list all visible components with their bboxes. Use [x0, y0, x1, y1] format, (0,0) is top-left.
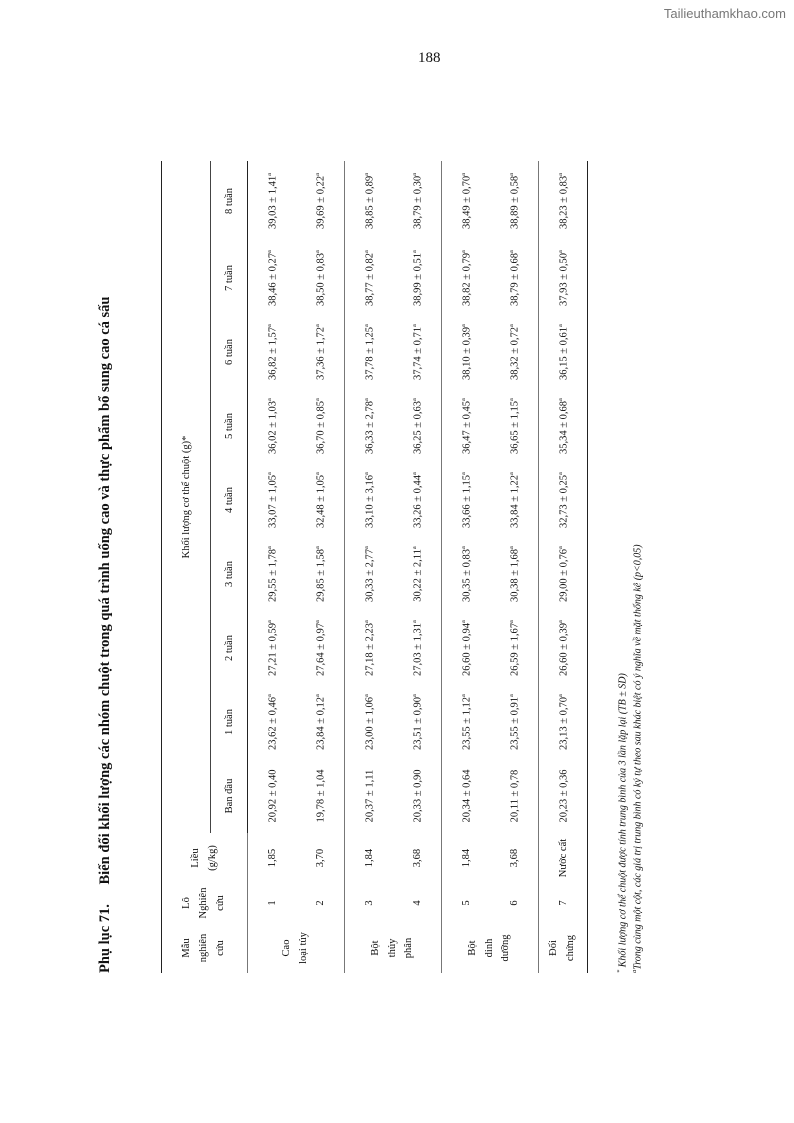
- weight-value-cell: 29,00 ± 0,76$^a$: [539, 537, 588, 611]
- weight-value-cell: 38,79 ± 0,68$^a$: [507, 250, 521, 306]
- body-weight-table: [161, 161, 588, 973]
- weight-value-cell: 20,37 ± 1,11: [345, 759, 394, 833]
- group-number-cell: 5: [442, 883, 491, 923]
- group-number-cell: 4: [411, 900, 423, 906]
- weight-value-cell: 33,26 ± 0,44$^a$: [410, 472, 424, 528]
- weight-value-cell: 37,36 ± 1,72$^a$: [313, 324, 327, 380]
- weight-value-cell: 30,38 ± 1,68$^a$: [507, 546, 521, 602]
- weight-value-cell: 23,84 ± 0,12$^a$: [313, 694, 327, 750]
- weight-value-cell: 23,13 ± 0,70$^a$: [539, 685, 588, 759]
- weight-value-cell: 35,34 ± 0,68$^a$: [539, 389, 588, 463]
- weight-value-cell: 32,73 ± 0,25$^a$: [539, 463, 588, 537]
- weight-value-cell: 20,33 ± 0,90: [412, 769, 424, 823]
- table-row: [345, 161, 394, 973]
- weight-value-cell: 38,85 ± 0,89$^a$: [345, 161, 394, 241]
- weight-value-cell: 29,55 ± 1,78$^a$: [248, 537, 297, 611]
- weight-value-cell: 27,18 ± 2,23$^a$: [345, 611, 394, 685]
- header-week: 6 tuần: [211, 315, 248, 389]
- weight-value-cell: 33,84 ± 1,22$^a$: [507, 472, 521, 528]
- caption-title: Biến đổi khối lượng các nhóm chuột trong quá trình uống cao và thực phẩm bổ sung cao cá sấu: [97, 296, 113, 885]
- weight-value-cell: 38,46 ± 0,27$^a$: [248, 241, 297, 315]
- table-row: [442, 161, 491, 973]
- group-number-cell: 7: [539, 883, 588, 923]
- weight-value-cell: 26,60 ± 0,39$^a$: [539, 611, 588, 685]
- weight-value-cell: 39,03 ± 1,41$^a$: [248, 161, 297, 241]
- weight-value-cell: 23,55 ± 1,12$^a$: [442, 685, 491, 759]
- weight-value-cell: 36,15 ± 0,61$^a$: [539, 315, 588, 389]
- page-number: 188: [418, 50, 441, 66]
- table-row: [539, 161, 588, 973]
- weight-value-cell: 36,47 ± 0,45$^a$: [442, 389, 491, 463]
- weight-value-cell: 20,34 ± 0,64: [442, 759, 491, 833]
- weight-value-cell: 23,62 ± 0,46$^a$: [248, 685, 297, 759]
- header-week: 1 tuần: [211, 685, 248, 759]
- table-row: [490, 161, 539, 973]
- header-week: 8 tuần: [211, 161, 248, 241]
- dose-cell: 3,68: [411, 848, 423, 868]
- dose-cell: 1,85: [248, 833, 297, 883]
- weight-value-cell: 20,92 ± 0,40: [248, 759, 297, 833]
- header-weight: Khối lượng cơ thể chuột (g)*: [162, 161, 211, 833]
- group-number-cell: 6: [508, 900, 520, 906]
- sample-name-cell: Bột thủy phân: [345, 923, 442, 973]
- weight-value-cell: 30,33 ± 2,77$^a$: [345, 537, 394, 611]
- weight-value-cell: 36,70 ± 0,85$^a$: [313, 398, 327, 454]
- weight-value-cell: 33,10 ± 3,16$^a$: [345, 463, 394, 537]
- group-number-cell: 1: [248, 883, 297, 923]
- weight-value-cell: 27,03 ± 1,31$^a$: [410, 620, 424, 676]
- table-row: [393, 161, 442, 973]
- header-week: 5 tuần: [211, 389, 248, 463]
- weight-value-cell: 36,82 ± 1,57$^a$: [248, 315, 297, 389]
- weight-value-cell: 27,21 ± 0,59$^a$: [248, 611, 297, 685]
- footnote-significance: $^a$Trong cùng một cột, các giá trị trung bình có ký tự theo sau khác biệt có ý nghĩa về mặt thống kê (p<0,05): [631, 544, 644, 973]
- weight-value-cell: 37,93 ± 0,50$^a$: [539, 241, 588, 315]
- watermark: Tailieuthamkhao.com: [663, 6, 786, 21]
- weight-value-cell: 37,74 ± 0,71$^a$: [410, 324, 424, 380]
- weight-value-cell: 38,77 ± 0,82$^a$: [345, 241, 394, 315]
- weight-value-cell: 23,00 ± 1,06$^a$: [345, 685, 394, 759]
- caption-number: Phụ lục 71.: [97, 904, 113, 973]
- header-week: 2 tuần: [211, 611, 248, 685]
- weight-value-cell: 39,69 ± 0,22$^a$: [313, 173, 327, 229]
- weight-value-cell: 20,11 ± 0,78: [509, 769, 521, 823]
- table-row: [296, 161, 345, 973]
- weight-value-cell: 36,33 ± 2,78$^a$: [345, 389, 394, 463]
- weight-value-cell: 30,35 ± 0,83$^a$: [442, 537, 491, 611]
- weight-value-cell: 19,78 ± 1,04: [315, 769, 327, 823]
- dose-cell: Nước cất: [539, 833, 588, 883]
- weight-value-cell: 30,22 ± 2,11$^a$: [410, 546, 424, 602]
- header-week: Ban đầu: [211, 759, 248, 833]
- weight-value-cell: 37,78 ± 1,25$^a$: [345, 315, 394, 389]
- table-row: [248, 161, 297, 973]
- header-week: 4 tuần: [211, 463, 248, 537]
- weight-value-cell: 38,99 ± 0,51$^a$: [410, 250, 424, 306]
- sample-name-cell: Đối chứng: [539, 923, 588, 973]
- weight-value-cell: 38,82 ± 0,79$^a$: [442, 241, 491, 315]
- header-group: Lô Nghiên cứu: [162, 883, 248, 923]
- sample-name-cell: Bột dinh dưỡng: [442, 923, 539, 973]
- rotated-table-page: [97, 137, 677, 997]
- dose-cell: 1,84: [345, 833, 394, 883]
- weight-value-cell: 36,65 ± 1,15$^a$: [507, 398, 521, 454]
- dose-cell: 3,68: [508, 848, 520, 868]
- weight-value-cell: 20,23 ± 0,36: [539, 759, 588, 833]
- dose-cell: 1,84: [442, 833, 491, 883]
- sample-name-cell: Cao loại tủy: [248, 923, 345, 973]
- weight-value-cell: 38,49 ± 0,70$^a$: [442, 161, 491, 241]
- weight-value-cell: 26,60 ± 0,94$^a$: [442, 611, 491, 685]
- footnote-asterisk: * Khối lượng cơ thể chuột được tính trung bình của 3 lần lặp lại (TB ± SD): [616, 673, 629, 973]
- weight-value-cell: 38,32 ± 0,72$^a$: [507, 324, 521, 380]
- group-number-cell: 3: [345, 883, 394, 923]
- header-sample: Mẫu nghiên cứu: [162, 923, 248, 973]
- group-number-cell: 2: [314, 900, 326, 906]
- weight-value-cell: 38,89 ± 0,58$^a$: [507, 173, 521, 229]
- weight-value-cell: 36,25 ± 0,63$^a$: [410, 398, 424, 454]
- header-week: 3 tuần: [211, 537, 248, 611]
- weight-value-cell: 33,66 ± 1,15$^a$: [442, 463, 491, 537]
- weight-value-cell: 27,64 ± 0,97$^a$: [313, 620, 327, 676]
- weight-value-cell: 36,02 ± 1,03$^a$: [248, 389, 297, 463]
- table-caption: [97, 297, 114, 973]
- weight-value-cell: 38,50 ± 0,83$^a$: [313, 250, 327, 306]
- header-dose: Liều (g/kg): [162, 833, 248, 883]
- weight-value-cell: 38,10 ± 0,39$^a$: [442, 315, 491, 389]
- weight-value-cell: 33,07 ± 1,05$^a$: [248, 463, 297, 537]
- header-week: 7 tuần: [211, 241, 248, 315]
- weight-value-cell: 26,59 ± 1,67$^a$: [507, 620, 521, 676]
- weight-value-cell: 23,55 ± 0,91$^a$: [507, 694, 521, 750]
- dose-cell: 3,70: [314, 848, 326, 868]
- weight-value-cell: 32,48 ± 1,05$^a$: [313, 472, 327, 528]
- weight-value-cell: 29,85 ± 1,58$^a$: [313, 546, 327, 602]
- weight-value-cell: 38,23 ± 0,83$^a$: [539, 161, 588, 241]
- weight-value-cell: 38,79 ± 0,30$^a$: [410, 173, 424, 229]
- weight-value-cell: 23,51 ± 0,90$^a$: [410, 694, 424, 750]
